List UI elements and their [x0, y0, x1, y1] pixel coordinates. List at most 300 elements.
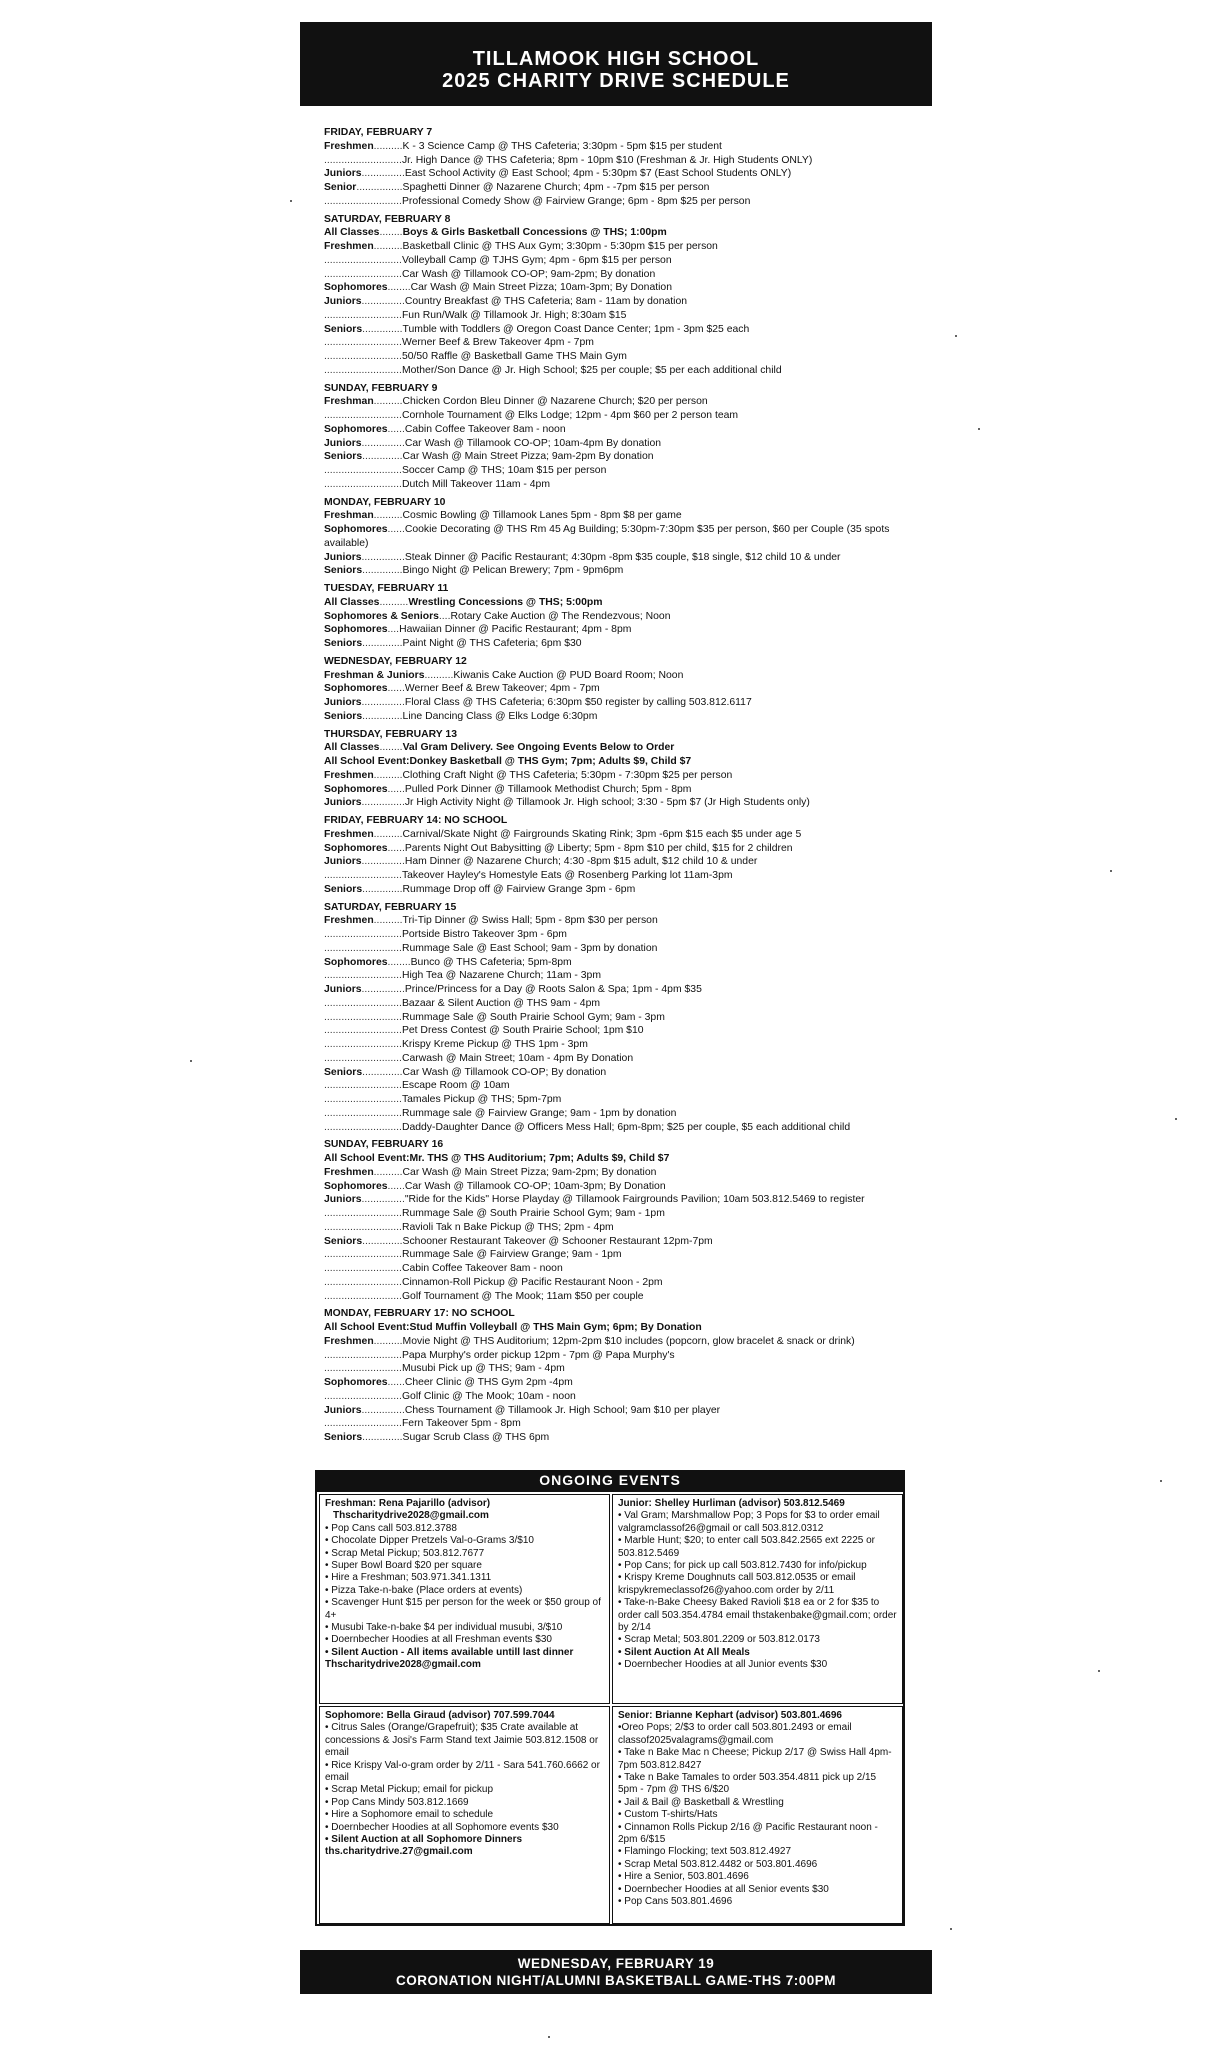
- event-text: Tamales Pickup @ THS; 5pm-7pm: [401, 1094, 562, 1105]
- class-label: Juniors: [324, 856, 362, 868]
- class-label: All School Event:: [324, 1153, 410, 1164]
- scan-speck: [1098, 1670, 1100, 1672]
- leader-dots: ...........................: [324, 478, 402, 490]
- leader-dots: ................: [356, 182, 403, 193]
- ongoing-item: • Flamingo Flocking; text 503.812.4927: [618, 1846, 792, 1858]
- freshman-ongoing: [319, 1494, 610, 1704]
- schedule-row: [324, 769, 932, 783]
- class-label: Juniors: [324, 437, 362, 449]
- leader-dots: ...............: [361, 296, 405, 307]
- event-text: Kiwanis Cake Auction @ PUD Board Room; Noon: [453, 669, 684, 681]
- ongoing-item: • Pop Cans 503.801.4696: [618, 1896, 733, 1908]
- ongoing-item: Thscharitydrive2028@gmail.com: [333, 1510, 489, 1522]
- class-label: Juniors: [324, 551, 362, 563]
- class-label: Sophomores: [324, 683, 388, 695]
- event-text: Fun Run/Walk @ Tillamook Jr. High; 8:30am $15: [401, 309, 627, 321]
- ongoing-item: • Take n Bake Mac n Cheese; Pickup 2/17 @ Swiss Hall 4pm-7pm 503.812.8427: [618, 1747, 892, 1771]
- leader-dots: ...........................: [324, 1039, 402, 1050]
- class-label: Seniors: [324, 323, 363, 335]
- class-label: Seniors: [324, 638, 363, 649]
- ongoing-events-banner: ONGOING EVENTS: [315, 1470, 905, 1490]
- event-text: Car Wash @ Tillamook CO-OP; 10am-3pm; By Donation: [404, 1180, 666, 1192]
- schedule-row: [324, 796, 932, 810]
- leader-dots: ...............: [361, 697, 405, 708]
- schedule-row: [324, 1193, 932, 1207]
- leader-dots: ...........................: [324, 195, 402, 207]
- class-label: All School Event:: [324, 1322, 410, 1333]
- event-text: Rummage sale @ Fairview Grange; 9am - 1pm by donation: [401, 1107, 677, 1119]
- scan-speck: [1175, 1118, 1177, 1120]
- event-text: Pulled Pork Dinner @ Tillamook Methodist Church; 5pm - 8pm: [404, 783, 692, 795]
- event-text: Line Dancing Class @ Elks Lodge 6:30pm: [402, 710, 598, 722]
- class-label: Freshmen: [324, 1335, 374, 1347]
- event-text: Movie Night @ THS Auditorium; 12pm-2pm $10 includes (popcorn, glow bracelet & snack or drink): [402, 1335, 855, 1347]
- scan-speck: [1160, 1480, 1162, 1482]
- schedule-row: [324, 710, 932, 724]
- day-heading: MONDAY, FEBRUARY 10: [324, 496, 446, 508]
- leader-dots: ..........: [373, 769, 403, 781]
- schedule-row: [324, 969, 932, 983]
- schedule-row: [324, 623, 932, 637]
- event-text: Ham Dinner @ Nazarene Church; 4:30 -8pm $15 adult, $12 child 10 & under: [404, 856, 758, 868]
- event-text: Professional Comedy Show @ Fairview Grange; 6pm - 8pm $25 per person: [401, 195, 751, 207]
- scan-speck: [978, 428, 980, 430]
- leader-dots: ...........................: [324, 1276, 402, 1288]
- ongoing-item: • Scavenger Hunt $15 per person for the week or $50 group of 4+: [325, 1597, 601, 1621]
- event-text: K - 3 Science Camp @ THS Cafeteria; 3:30pm - 5pm $15 per student: [402, 140, 722, 152]
- schedule-row: [324, 1093, 932, 1107]
- schedule-row: [324, 842, 932, 856]
- schedule-row: [324, 309, 932, 323]
- class-label: Freshmen: [324, 915, 374, 927]
- ongoing-item: • Custom T-shirts/Hats: [618, 1809, 718, 1821]
- ongoing-item: • Hire a Freshman; 503.971.341.1311: [325, 1572, 492, 1584]
- schedule-row: [324, 928, 932, 942]
- leader-dots: ...............: [361, 551, 405, 563]
- leader-dots: ..........: [373, 396, 403, 408]
- day-heading: SUNDAY, FEBRUARY 16: [324, 1139, 444, 1151]
- schedule-row: [324, 423, 932, 437]
- leader-dots: ...............: [361, 1194, 405, 1206]
- day-heading: MONDAY, FEBRUARY 17: NO SCHOOL: [324, 1308, 515, 1320]
- event-text: Car Wash @ Main Street Pizza; 10am-3pm; By Donation: [410, 282, 672, 294]
- advisor-heading: Sophomore: Bella Giraud (advisor) 707.599.7044: [325, 1710, 555, 1721]
- leader-dots: ....: [387, 624, 400, 636]
- event-text: Cabin Coffee Takeover 8am - noon: [401, 1263, 563, 1274]
- class-label: Seniors: [324, 1066, 363, 1078]
- advisor-heading: Senior: Brianne Kephart (advisor) 503.801.4696: [618, 1710, 842, 1721]
- event-text: Rotary Cake Auction @ The Rendezvous; Noon: [450, 610, 671, 622]
- class-label: Freshmen: [324, 140, 374, 152]
- leader-dots: ..............: [362, 883, 403, 895]
- class-label: Sophomores: [324, 956, 388, 968]
- ongoing-item: • Chocolate Dipper Pretzels Val-o-Grams 3/$10: [325, 1535, 534, 1547]
- class-label: Juniors: [324, 697, 362, 708]
- event-text: Chess Tournament @ Tillamook Jr. High School; 9am $10 per player: [404, 1404, 721, 1416]
- ongoing-item: ths.charitydrive.27@gmail.com: [325, 1846, 473, 1858]
- event-text: Krispy Kreme Pickup @ THS 1pm - 3pm: [401, 1039, 588, 1050]
- leader-dots: ...........................: [324, 1094, 402, 1105]
- schedule-row: [324, 295, 932, 309]
- event-text: Rummage Drop off @ Fairview Grange 3pm - 6pm: [402, 883, 636, 895]
- coronation-event: CORONATION NIGHT/ALUMNI BASKETBALL GAME-THS 7:00PM: [396, 1973, 836, 1988]
- schedule-row: [324, 195, 932, 209]
- class-label: Sophomores: [324, 783, 388, 795]
- leader-dots: ...........................: [324, 1263, 402, 1274]
- schedule-row: [324, 1121, 932, 1135]
- schedule-row: [324, 783, 932, 797]
- ongoing-item: • Scrap Metal Pickup; 503.812.7677: [325, 1547, 485, 1559]
- leader-dots: ..........: [424, 669, 454, 681]
- event-text: Dutch Mill Takeover 11am - 4pm: [401, 478, 550, 490]
- leader-dots: ...........................: [324, 1121, 402, 1133]
- leader-dots: ..........: [379, 596, 409, 608]
- title-banner: [300, 22, 932, 106]
- leader-dots: ..............: [362, 1432, 403, 1443]
- event-text: Car Wash @ Main Street Pizza; 9am-2pm By donation: [402, 451, 654, 463]
- class-label: Seniors: [324, 883, 363, 895]
- schedule-row: [324, 1404, 932, 1418]
- event-text: Country Breakfast @ THS Cafeteria; 8am - 11am by donation: [404, 296, 688, 307]
- schedule-row: [324, 226, 932, 240]
- event-text: Bazaar & Silent Auction @ THS 9am - 4pm: [401, 997, 601, 1009]
- event-text: Car Wash @ Main Street Pizza; 9am-2pm; By donation: [402, 1166, 657, 1178]
- class-label: Freshman: [324, 396, 374, 408]
- leader-dots: ...........................: [324, 465, 402, 476]
- class-label: All School Event:: [324, 756, 410, 767]
- ongoing-item: • Scrap Metal 503.812.4482 or 503.801.4696: [618, 1858, 818, 1870]
- ongoing-item: • Scrap Metal Pickup; email for pickup: [325, 1784, 494, 1796]
- schedule-row: [324, 140, 932, 154]
- schedule-row: [324, 855, 932, 869]
- schedule-row: [324, 1376, 932, 1390]
- schedule-row: [324, 1221, 932, 1235]
- leader-dots: ...........................: [324, 1349, 402, 1361]
- event-text: Paint Night @ THS Cafeteria; 6pm $30: [402, 638, 582, 649]
- event-text: Rummage Sale @ East School; 9am - 3pm by donation: [401, 942, 658, 954]
- event-text: East School Activity @ East School; 4pm - 5:30pm $7 (East School Students ONLY): [404, 168, 792, 180]
- leader-dots: ..........: [373, 510, 403, 522]
- leader-dots: ......: [387, 783, 405, 795]
- class-label: Senior: [324, 182, 357, 193]
- schedule-page: [300, 22, 932, 1445]
- leader-dots: ......: [387, 423, 405, 435]
- class-label: Sophomores: [324, 1180, 388, 1192]
- schedule-row: [324, 409, 932, 423]
- class-label: Sophomores: [324, 1377, 388, 1388]
- schedule-row: [324, 1349, 932, 1363]
- school-name: TILLAMOOK HIGH SCHOOL: [472, 48, 760, 70]
- ongoing-item: • Doernbecher Hoodies at all Senior events $30: [618, 1883, 829, 1895]
- leader-dots: ...........................: [324, 929, 402, 940]
- event-text: Cosmic Bowling @ Tillamook Lanes 5pm - 8pm $8 per game: [402, 510, 682, 522]
- event-text: Werner Beef & Brew Takeover; 4pm - 7pm: [404, 683, 600, 695]
- class-label: Juniors: [324, 984, 362, 995]
- leader-dots: ...........................: [324, 1208, 402, 1219]
- event-text: Carnival/Skate Night @ Fairgrounds Skating Rink; 3pm -6pm $15 each $5 under age 5: [402, 828, 802, 840]
- ongoing-events-box: [315, 1490, 905, 1926]
- event-text: Papa Murphy's order pickup 12pm - 7pm @ Papa Murphy's: [401, 1349, 675, 1361]
- leader-dots: ........: [379, 742, 403, 754]
- schedule-row: [324, 1335, 932, 1349]
- ongoing-item: • Cinnamon Rolls Pickup 2/16 @ Pacific Restaurant noon - 2pm 6/$15: [618, 1821, 878, 1846]
- event-text: Mr. THS @ THS Auditorium; 7pm; Adults $9, Child $7: [409, 1153, 670, 1164]
- ongoing-item: • Val Gram; Marshmallow Pop; 3 Pops for $3 to order email valgramclassof26@gmail or call 503.812.0312: [618, 1510, 880, 1534]
- leader-dots: ...........................: [324, 254, 402, 266]
- class-label: Seniors: [324, 565, 363, 577]
- class-label: Juniors: [324, 296, 362, 307]
- event-text: Val Gram Delivery. See Ongoing Events Below to Order: [402, 742, 675, 754]
- ongoing-item: • Musubi Take-n-bake $4 per individual musubi, 3/$10: [325, 1622, 563, 1634]
- scan-speck: [950, 1928, 952, 1930]
- event-text: Cookie Decorating @ THS Rm 45 Ag Building; 5:30pm-7:30pm $35 per person, $60 per Couple (35 spots available): [324, 524, 890, 549]
- class-label: Seniors: [324, 710, 363, 722]
- scan-speck: [1110, 870, 1112, 872]
- event-text: Portside Bistro Takeover 3pm - 6pm: [401, 929, 567, 940]
- event-text: Takeover Hayley's Homestyle Eats @ Rosenberg Parking lot 11am-3pm: [401, 870, 733, 881]
- advisor-heading: Freshman: Rena Pajarillo (advisor): [325, 1498, 491, 1509]
- schedule-row: [324, 1390, 932, 1404]
- event-text: Cornhole Tournament @ Elks Lodge; 12pm - 4pm $60 per 2 person team: [401, 410, 739, 421]
- event-text: Chicken Cordon Bleu Dinner @ Nazarene Church; $20 per person: [402, 396, 708, 408]
- leader-dots: ..............: [362, 1066, 403, 1078]
- schedule-row: [324, 350, 932, 364]
- day-heading: FRIDAY, FEBRUARY 14: NO SCHOOL: [324, 815, 508, 826]
- event-text: Cabin Coffee Takeover 8am - noon: [404, 423, 566, 435]
- event-text: "Ride for the Kids" Horse Playday @ Tillamook Fairgrounds Pavilion; 10am 503.812.5469 to register: [404, 1194, 865, 1206]
- event-text: Soccer Camp @ THS; 10am $15 per person: [401, 465, 607, 476]
- schedule-row: [324, 696, 932, 710]
- class-label: Sophomores: [324, 624, 388, 636]
- event-text: Donkey Basketball @ THS Gym; 7pm; Adults $9, Child $7: [409, 756, 692, 767]
- schedule-row: [324, 167, 932, 181]
- class-label: Freshmen: [324, 769, 374, 781]
- leader-dots: ...........................: [324, 410, 402, 421]
- leader-dots: ........: [387, 956, 411, 968]
- leader-dots: ...........................: [324, 1221, 402, 1233]
- ongoing-item: • Hire a Senior, 503.801.4696: [618, 1871, 749, 1883]
- class-label: Freshman: [324, 510, 374, 522]
- leader-dots: ....: [438, 610, 451, 622]
- event-text: 50/50 Raffle @ Basketball Game THS Main Gym: [401, 351, 627, 362]
- ongoing-item: • Silent Auction at all Sophomore Dinners: [325, 1834, 523, 1846]
- coronation-date: WEDNESDAY, FEBRUARY 19: [517, 1956, 715, 1971]
- leader-dots: ...........................: [324, 1290, 402, 1302]
- leader-dots: ..............: [362, 451, 403, 463]
- ongoing-item: • Doernbecher Hoodies at all Junior events $30: [618, 1659, 828, 1671]
- ongoing-item: • Take n Bake Tamales to order 503.354.4811 pick up 2/15 5pm - 7pm @ THS 6/$20: [618, 1772, 877, 1796]
- scan-speck: [190, 1060, 192, 1062]
- leader-dots: ...........................: [324, 309, 402, 321]
- event-text: Musubi Pick up @ THS; 9am - 4pm: [401, 1363, 565, 1375]
- event-text: Jr. High Dance @ THS Cafeteria; 8pm - 10pm $10 (Freshman & Jr. High Students ONLY): [401, 154, 813, 166]
- schedule-row: [324, 983, 932, 997]
- schedule-row: [324, 1052, 932, 1066]
- schedule-row: [324, 564, 932, 578]
- schedule-row: [324, 464, 932, 478]
- leader-dots: ...........................: [324, 970, 402, 982]
- class-label: Freshmen: [324, 241, 374, 252]
- leader-dots: ...............: [361, 856, 405, 868]
- event-text: Boys & Girls Basketball Concessions @ THS; 1:00pm: [402, 227, 667, 239]
- class-label: Sophomores: [324, 282, 388, 294]
- leader-dots: ...............: [361, 168, 405, 180]
- leader-dots: ......: [387, 683, 405, 695]
- schedule-row: [324, 181, 932, 195]
- schedule-row: [324, 1024, 932, 1038]
- schedule-row: [324, 551, 932, 565]
- class-label: Sophomores: [324, 423, 388, 435]
- ongoing-item: • Rice Krispy Val-o-gram order by 2/11 - Sara 541.760.6662 or email: [325, 1759, 600, 1784]
- leader-dots: ...............: [361, 984, 405, 995]
- leader-dots: ...........................: [324, 268, 402, 280]
- event-text: Cheer Clinic @ THS Gym 2pm -4pm: [404, 1377, 573, 1388]
- event-text: Mother/Son Dance @ Jr. High School; $25 per couple; $5 per each additional child: [401, 364, 782, 376]
- schedule-row: [324, 997, 932, 1011]
- schedule-row: [324, 336, 932, 350]
- leader-dots: ...........................: [324, 870, 402, 881]
- ongoing-item: • Pop Cans call 503.812.3788: [325, 1522, 457, 1534]
- ongoing-item: • Doernbecher Hoodies at all Sophomore events $30: [325, 1821, 559, 1833]
- ongoing-item: Thscharitydrive2028@gmail.com: [325, 1659, 481, 1671]
- schedule-row: [324, 1166, 932, 1180]
- schedule-row: [324, 596, 932, 610]
- leader-dots: ...........................: [324, 351, 402, 362]
- ongoing-item: • Pop Cans; for pick up call 503.812.7430 for info/pickup: [618, 1560, 867, 1572]
- schedule-row: [324, 741, 932, 755]
- schedule-row: [324, 1152, 932, 1166]
- class-label: Seniors: [324, 1432, 363, 1443]
- schedule-row: [324, 1248, 932, 1262]
- schedule-row: [324, 523, 932, 551]
- class-label: Seniors: [324, 451, 363, 463]
- leader-dots: ...........................: [324, 1107, 402, 1119]
- event-text: Parents Night Out Babysitting @ Liberty; 5pm - 8pm $10 per child, $15 for 2 children: [404, 842, 793, 854]
- event-text: Rummage Sale @ South Prairie School Gym; 9am - 1pm: [401, 1208, 665, 1219]
- schedule-row: [324, 1431, 932, 1445]
- event-text: Rummage Sale @ South Prairie School Gym; 9am - 3pm: [401, 1011, 665, 1023]
- event-text: Steak Dinner @ Pacific Restaurant; 4:30pm -8pm $35 couple, $18 single, $12 child 10 & under: [404, 551, 841, 563]
- event-text: Hawaiian Dinner @ Pacific Restaurant; 4pm - 8pm: [399, 624, 632, 636]
- leader-dots: ..............: [362, 565, 403, 577]
- schedule-row: [324, 1038, 932, 1052]
- leader-dots: ......: [387, 524, 405, 535]
- leader-dots: ..............: [362, 1235, 403, 1247]
- leader-dots: ...........................: [324, 1025, 402, 1037]
- event-text: Clothing Craft Night @ THS Cafeteria; 5:30pm - 7:30pm $25 per person: [402, 769, 733, 781]
- leader-dots: ...........................: [324, 1249, 402, 1261]
- day-heading: TUESDAY, FEBRUARY 11: [324, 583, 449, 594]
- leader-dots: ..............: [362, 638, 403, 649]
- ongoing-item: • Silent Auction At All Meals: [618, 1646, 750, 1658]
- day-heading: WEDNESDAY, FEBRUARY 12: [324, 655, 467, 667]
- ongoing-item: • Scrap Metal; 503.801.2209 or 503.812.0173: [618, 1634, 820, 1646]
- event-text: Bingo Night @ Pelican Brewery; 7pm - 9pm6pm: [402, 565, 624, 577]
- scan-speck: [548, 2036, 550, 2038]
- leader-dots: ......: [387, 842, 405, 854]
- event-text: Ravioli Tak n Bake Pickup @ THS; 2pm - 4pm: [401, 1221, 614, 1233]
- class-label: Sophomores: [324, 842, 388, 854]
- schedule-row: [324, 669, 932, 683]
- event-text: Sugar Scrub Class @ THS 6pm: [402, 1432, 550, 1443]
- event-text: Bunco @ THS Cafeteria; 5pm-8pm: [410, 956, 572, 968]
- schedule-row: [324, 610, 932, 624]
- schedule-row: [324, 437, 932, 451]
- class-label: Juniors: [324, 1404, 362, 1416]
- leader-dots: ...............: [361, 1404, 405, 1416]
- event-text: Golf Clinic @ The Mook; 10am - noon: [401, 1390, 576, 1402]
- day-heading: SATURDAY, FEBRUARY 15: [324, 901, 457, 913]
- senior-ongoing: [612, 1706, 903, 1924]
- event-text: Rummage Sale @ Fairview Grange; 9am - 1pm: [401, 1249, 622, 1261]
- leader-dots: ......: [387, 1180, 405, 1192]
- ongoing-item: • Citrus Sales (Orange/Grapefruit); $35 Crate available at concessions & Josi's Farm Stand text Jaimie 503.812.1508 or email: [325, 1722, 599, 1759]
- class-label: All Classes: [324, 596, 380, 608]
- schedule-row: [324, 828, 932, 842]
- leader-dots: ..........: [373, 1166, 403, 1178]
- leader-dots: ...........................: [324, 1390, 402, 1402]
- schedule-row: [324, 1207, 932, 1221]
- leader-dots: ..............: [362, 710, 403, 722]
- ongoing-item: • Pizza Take-n-bake (Place orders at events): [325, 1584, 523, 1596]
- ongoing-item: • Doernbecher Hoodies at all Freshman events $30: [325, 1634, 552, 1646]
- day-heading: FRIDAY, FEBRUARY 7: [324, 127, 433, 138]
- event-text: Golf Tournament @ The Mook; 11am $50 per couple: [401, 1290, 644, 1302]
- leader-dots: ...........................: [324, 1080, 402, 1092]
- schedule-row: [324, 869, 932, 883]
- event-text: Escape Room @ 10am: [401, 1080, 510, 1092]
- class-label: Sophomores & Seniors: [324, 610, 439, 622]
- junior-ongoing: [612, 1494, 903, 1704]
- class-label: Freshman & Juniors: [324, 669, 425, 681]
- schedule-row: [324, 755, 932, 769]
- event-text: Pet Dress Contest @ South Prairie School; 1pm $10: [401, 1025, 644, 1037]
- event-text: Cinnamon-Roll Pickup @ Pacific Restaurant Noon - 2pm: [401, 1276, 663, 1288]
- schedule-row: [324, 1290, 932, 1304]
- class-label: Freshmen: [324, 1166, 374, 1178]
- schedule-row: [324, 1362, 932, 1376]
- schedule-row: [324, 1079, 932, 1093]
- schedule-row: [324, 509, 932, 523]
- schedule-title: 2025 CHARITY DRIVE SCHEDULE: [442, 70, 790, 92]
- event-text: Prince/Princess for a Day @ Roots Salon & Spa; 1pm - 4pm $35: [404, 984, 702, 995]
- class-label: Seniors: [324, 1235, 363, 1247]
- event-text: Schooner Restaurant Takeover @ Schooner Restaurant 12pm-7pm: [402, 1235, 713, 1247]
- event-text: Werner Beef & Brew Takeover 4pm - 7pm: [401, 337, 594, 349]
- schedule-row: [324, 240, 932, 254]
- schedule-row: [324, 1276, 932, 1290]
- leader-dots: ..........: [373, 915, 403, 927]
- class-label: Juniors: [324, 1194, 362, 1206]
- ongoing-item: • Marble Hunt; $20; to enter call 503.842.2565 ext 2225 or 503.812.5469: [618, 1535, 876, 1559]
- schedule-row: [324, 883, 932, 897]
- schedule-row: [324, 450, 932, 464]
- schedule-row: [324, 1262, 932, 1276]
- event-text: Fern Takeover 5pm - 8pm: [401, 1418, 521, 1430]
- schedule-row: [324, 1235, 932, 1249]
- day-heading: THURSDAY, FEBRUARY 13: [324, 728, 457, 740]
- day-heading: SATURDAY, FEBRUARY 8: [324, 213, 451, 225]
- schedule-row: [324, 1180, 932, 1194]
- leader-dots: ..........: [373, 241, 403, 252]
- schedule-row: [324, 395, 932, 409]
- leader-dots: ...........................: [324, 1052, 402, 1064]
- schedule-row: [324, 323, 932, 337]
- ongoing-item: • Silent Auction - All items available untill last dinner: [325, 1646, 574, 1658]
- day-heading: SUNDAY, FEBRUARY 9: [324, 382, 438, 394]
- leader-dots: ........: [387, 282, 411, 294]
- event-text: Tri-Tip Dinner @ Swiss Hall; 5pm - 8pm $30 per person: [402, 915, 658, 927]
